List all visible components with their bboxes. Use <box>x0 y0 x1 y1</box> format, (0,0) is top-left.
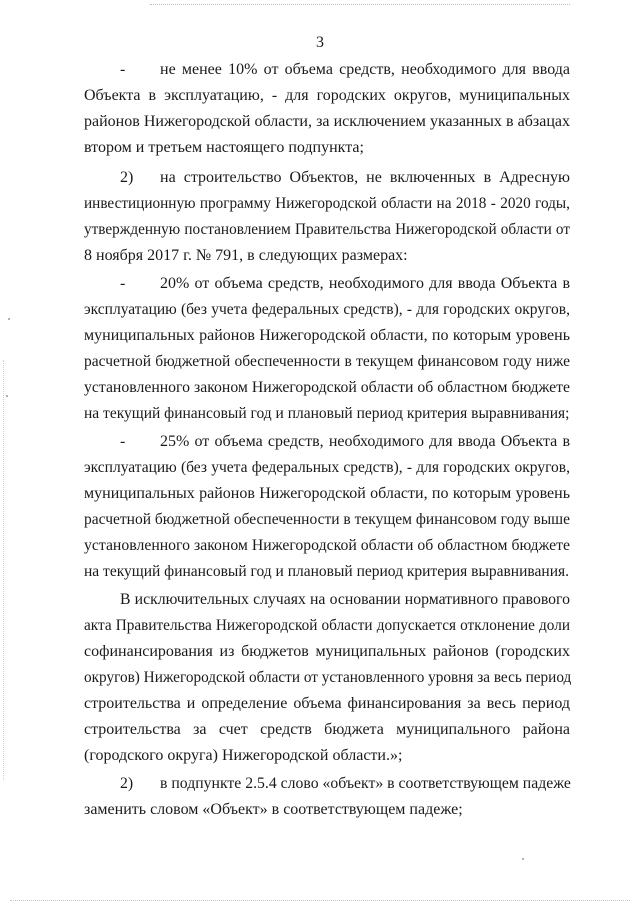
page-number: 3 <box>316 34 324 51</box>
text-line: эксплуатацию (без учета федеральных средств), - для городских округов, <box>84 301 570 318</box>
text-line <box>84 165 570 191</box>
list-number: 2) <box>120 775 134 792</box>
text-line: округов) Нижегородской области от установленного уровня за весь период <box>84 669 572 686</box>
list-item-text: на строительство Объектов, не включенных в Адресную <box>160 169 570 186</box>
text-line <box>84 771 570 797</box>
text-line: на текущий финансовый год и плановый период критерия выравнивания. <box>84 563 569 580</box>
list-item-text: не менее 10% от объема средств, необходимого для ввода <box>160 61 570 78</box>
scan-artifact-bottom <box>10 900 630 902</box>
text-line: (городского округа) Нижегородской области.»; <box>84 747 403 764</box>
text-line: Объекта в эксплуатацию, - для городских округов, муниципальных <box>84 87 570 104</box>
scan-speck <box>522 858 524 860</box>
text-line: районов Нижегородской области, за исключением указанных в абзацах <box>84 113 570 130</box>
list-dash: - <box>120 433 126 450</box>
text-line: строительства за счет средств бюджета муниципального района <box>84 721 570 738</box>
list-item-text: в подпункте 2.5.4 слово «объект» в соответствующем падеже <box>160 775 571 792</box>
text-line: эксплуатацию (без учета федеральных средств), - для городских округов, <box>84 459 570 476</box>
text-line: софинансирования из бюджетов муниципальных районов (городских <box>84 643 570 660</box>
text-line: расчетной бюджетной обеспеченности в текущем финансовом году ниже <box>84 353 570 370</box>
text-line: установленного законом Нижегородской области об областном бюджете <box>84 379 570 396</box>
text-line <box>84 57 570 83</box>
text-line: муниципальных районов Нижегородской области, по которым уровень <box>84 327 570 344</box>
text-line: строительства и определение объема финансирования за весь период <box>84 695 570 712</box>
list-dash: - <box>120 275 126 292</box>
list-item-text: 25% от объема средств, необходимого для ввода Объекта в <box>160 433 570 450</box>
text-line: акта Правительства Нижегородской области допускается отклонение доли <box>84 617 570 634</box>
text-line: инвестиционную программу Нижегородской области на 2018 - 2020 годы, <box>84 195 570 212</box>
text-line <box>84 271 570 297</box>
text-line <box>84 429 570 455</box>
scan-artifact-left <box>3 360 5 780</box>
list-dash: - <box>120 61 126 78</box>
text-line: установленного законом Нижегородской области об областном бюджете <box>84 537 570 554</box>
text-line: утвержденную постановлением Правительства Нижегородской области от <box>84 221 570 238</box>
text-line: на текущий финансовый год и плановый период критерия выравнивания; <box>84 405 570 422</box>
scan-speck <box>8 318 10 320</box>
list-item-text: 20% от объема средств, необходимого для ввода Объекта в <box>160 275 570 292</box>
text-line: 8 ноября 2017 г. № 791, в следующих размерах: <box>84 247 408 264</box>
scan-artifact-top <box>150 4 570 6</box>
scan-speck <box>6 395 8 397</box>
text-line: В исключительных случаях на основании нормативного правового <box>120 591 570 608</box>
text-line: муниципальных районов Нижегородской области, по которым уровень <box>84 485 570 502</box>
text-line: заменить словом «Объект» в соответствующем падеже; <box>84 801 463 818</box>
text-line: расчетной бюджетной обеспеченности в текущем финансовом году выше <box>84 511 570 528</box>
list-number: 2) <box>120 169 134 186</box>
text-line: втором и третьем настоящего подпункта; <box>84 139 364 156</box>
